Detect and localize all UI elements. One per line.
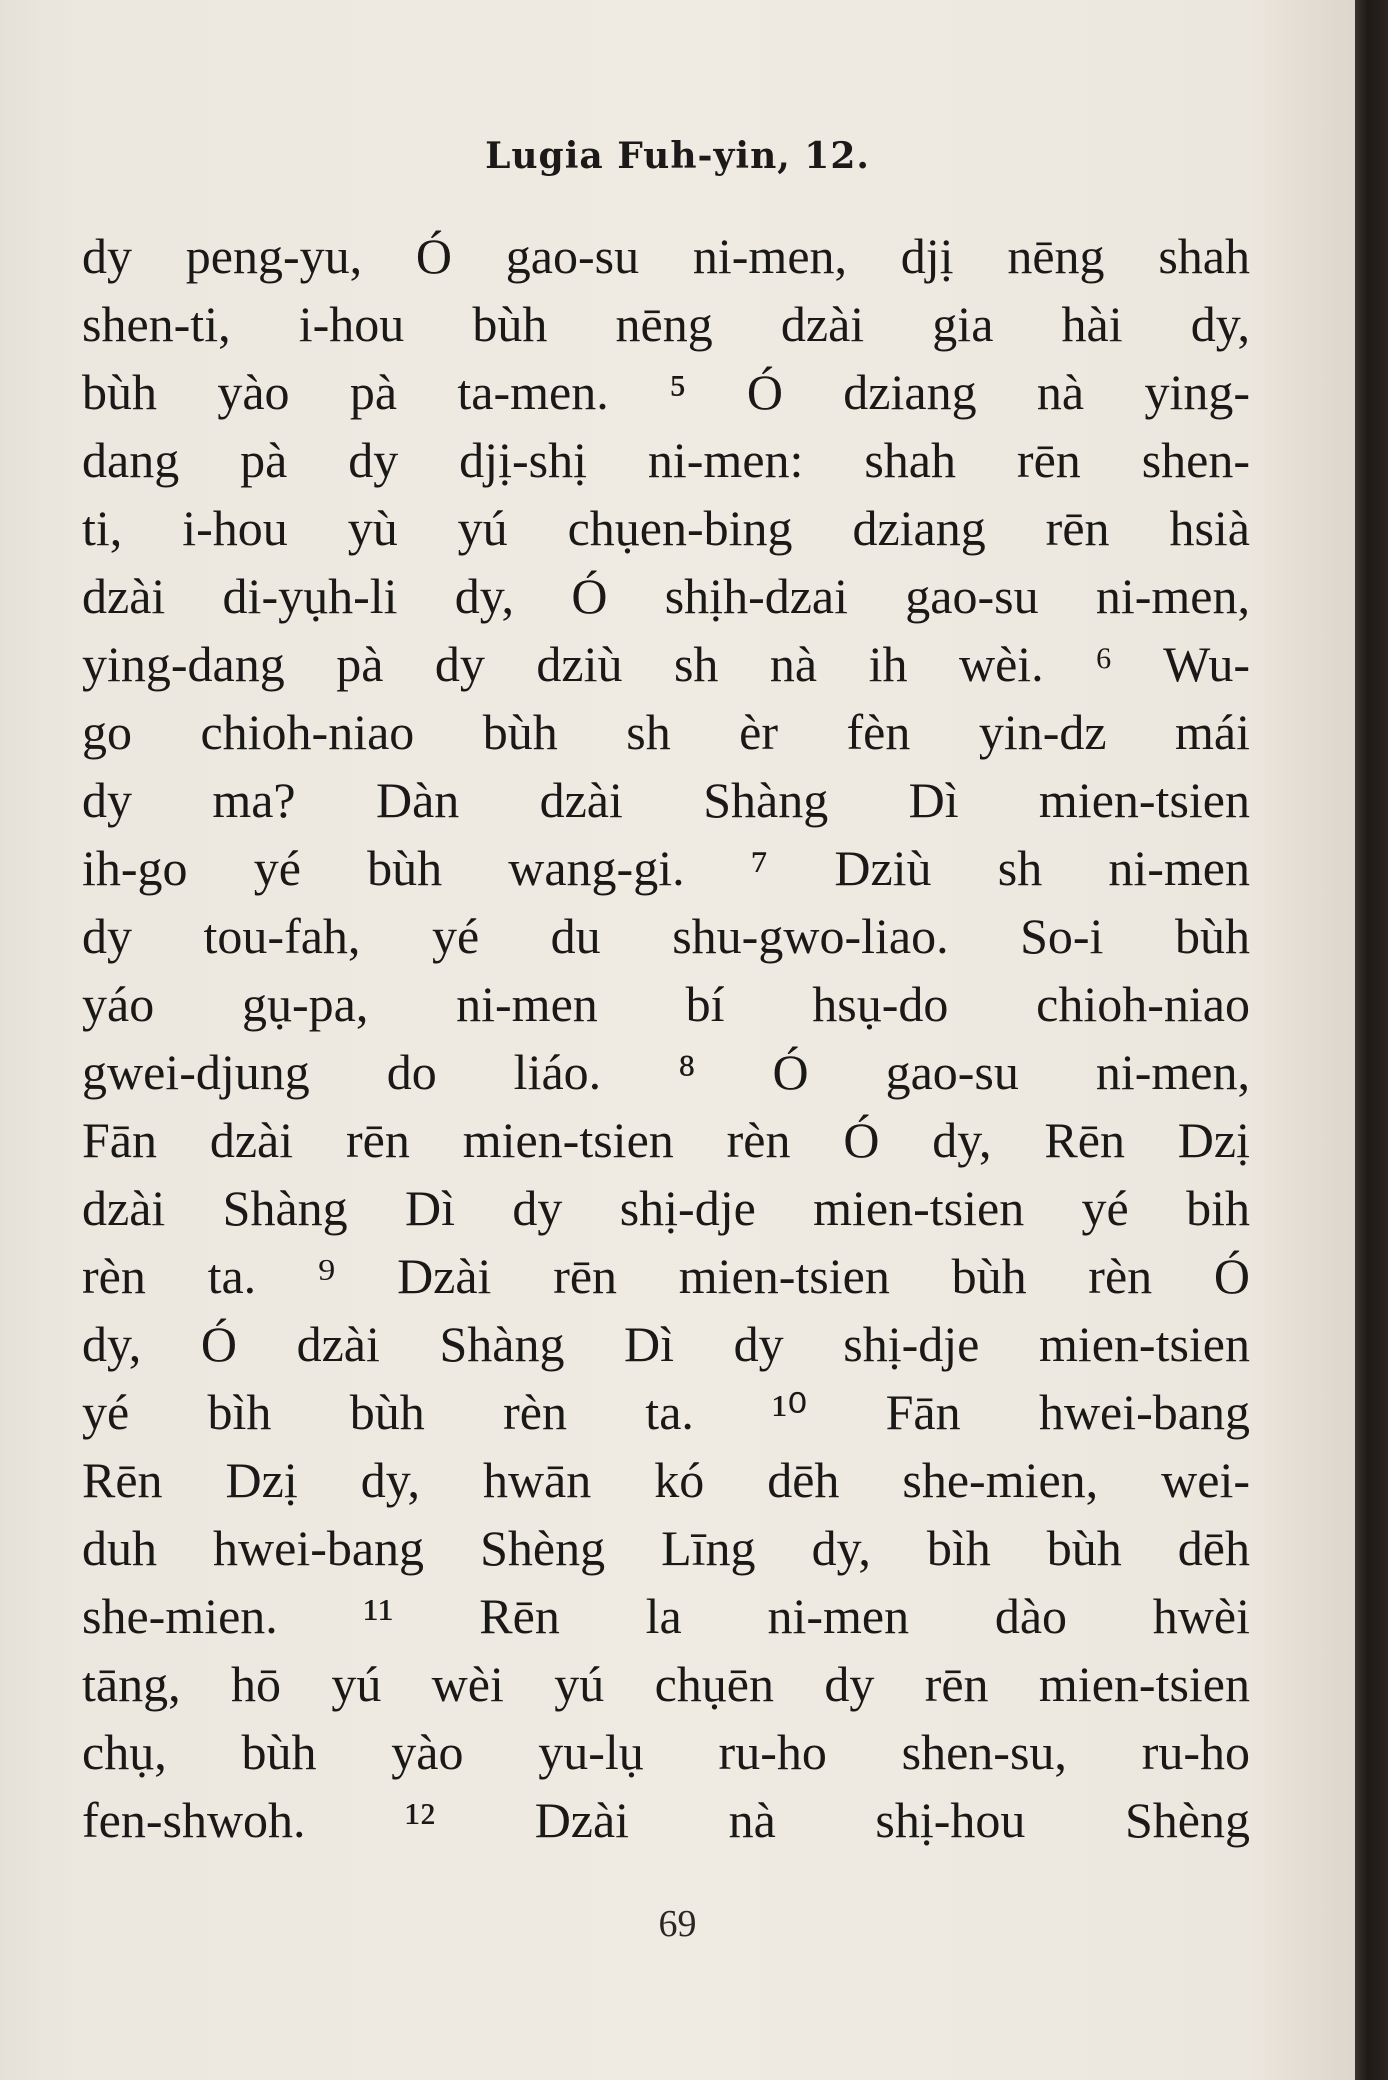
text-line: she-mien. ¹¹ Rēn la ni-men dào hwèi: [82, 1588, 1250, 1644]
text-line: dy peng-yu, Ó gao-su ni-men, djị nēng shah: [82, 228, 1250, 284]
text-line: dy tou-fah, yé du shu-gwo-liao. So-i bùh: [82, 908, 1250, 964]
text-line: Fān dzài rēn mien-tsien rèn Ó dy, Rēn Dzị: [82, 1112, 1250, 1168]
text-line: yé bìh bùh rèn ta. ¹⁰ Fān hwei-bang: [82, 1384, 1250, 1440]
text-line: duh hwei-bang Shèng Līng dy, bìh bùh dēh: [82, 1520, 1250, 1576]
text-line: fen-shwoh. ¹² Dzài nà shị-hou Shèng: [82, 1792, 1250, 1848]
text-line: ti, i-hou yù yú chụen-bing dziang rēn hsià: [82, 500, 1250, 556]
text-line: dzài Shàng Dì dy shị-dje mien-tsien yé bih: [82, 1180, 1250, 1236]
text-line: dzài di-yụh-li dy, Ó shịh-dzai gao-su ni-men,: [82, 568, 1250, 624]
book-edge: [1355, 0, 1388, 2080]
text-line: Rēn Dzị dy, hwān kó dēh she-mien, wei-: [82, 1452, 1250, 1508]
text-line: dy ma? Dàn dzài Shàng Dì mien-tsien: [82, 772, 1250, 828]
text-line: go chioh-niao bùh sh èr fèn yin-dz mái: [82, 704, 1250, 760]
text-line: chụ, bùh yào yu-lụ ru-ho shen-su, ru-ho: [82, 1724, 1250, 1780]
text-line: rèn ta. ⁹ Dzài rēn mien-tsien bùh rèn Ó: [82, 1248, 1250, 1304]
body-text: [82, 222, 1250, 1854]
text-line: tāng, hō yú wèi yú chụēn dy rēn mien-tsien: [82, 1656, 1250, 1712]
text-line: yáo gụ-pa, ni-men bí hsụ-do chioh-niao: [82, 976, 1250, 1032]
running-head: Lugia Fuh-yin, 12.: [485, 135, 870, 177]
text-line: ying-dang pà dy dziù sh nà ih wèi. ⁶ Wu-: [82, 636, 1250, 692]
page-number: 69: [658, 1903, 697, 1945]
text-line: bùh yào pà ta-men. ⁵ Ó dziang nà ying-: [82, 364, 1250, 420]
text-line: ih-go yé bùh wang-gi. ⁷ Dziù sh ni-men: [82, 840, 1250, 896]
text-line: dy, Ó dzài Shàng Dì dy shị-dje mien-tsien: [82, 1316, 1250, 1372]
text-line: shen-ti, i-hou bùh nēng dzài gia hài dy,: [82, 296, 1250, 352]
text-line: gwei-djung do liáo. ⁸ Ó gao-su ni-men,: [82, 1044, 1250, 1100]
text-line: dang pà dy djị-shị ni-men: shah rēn shen-: [82, 432, 1250, 488]
